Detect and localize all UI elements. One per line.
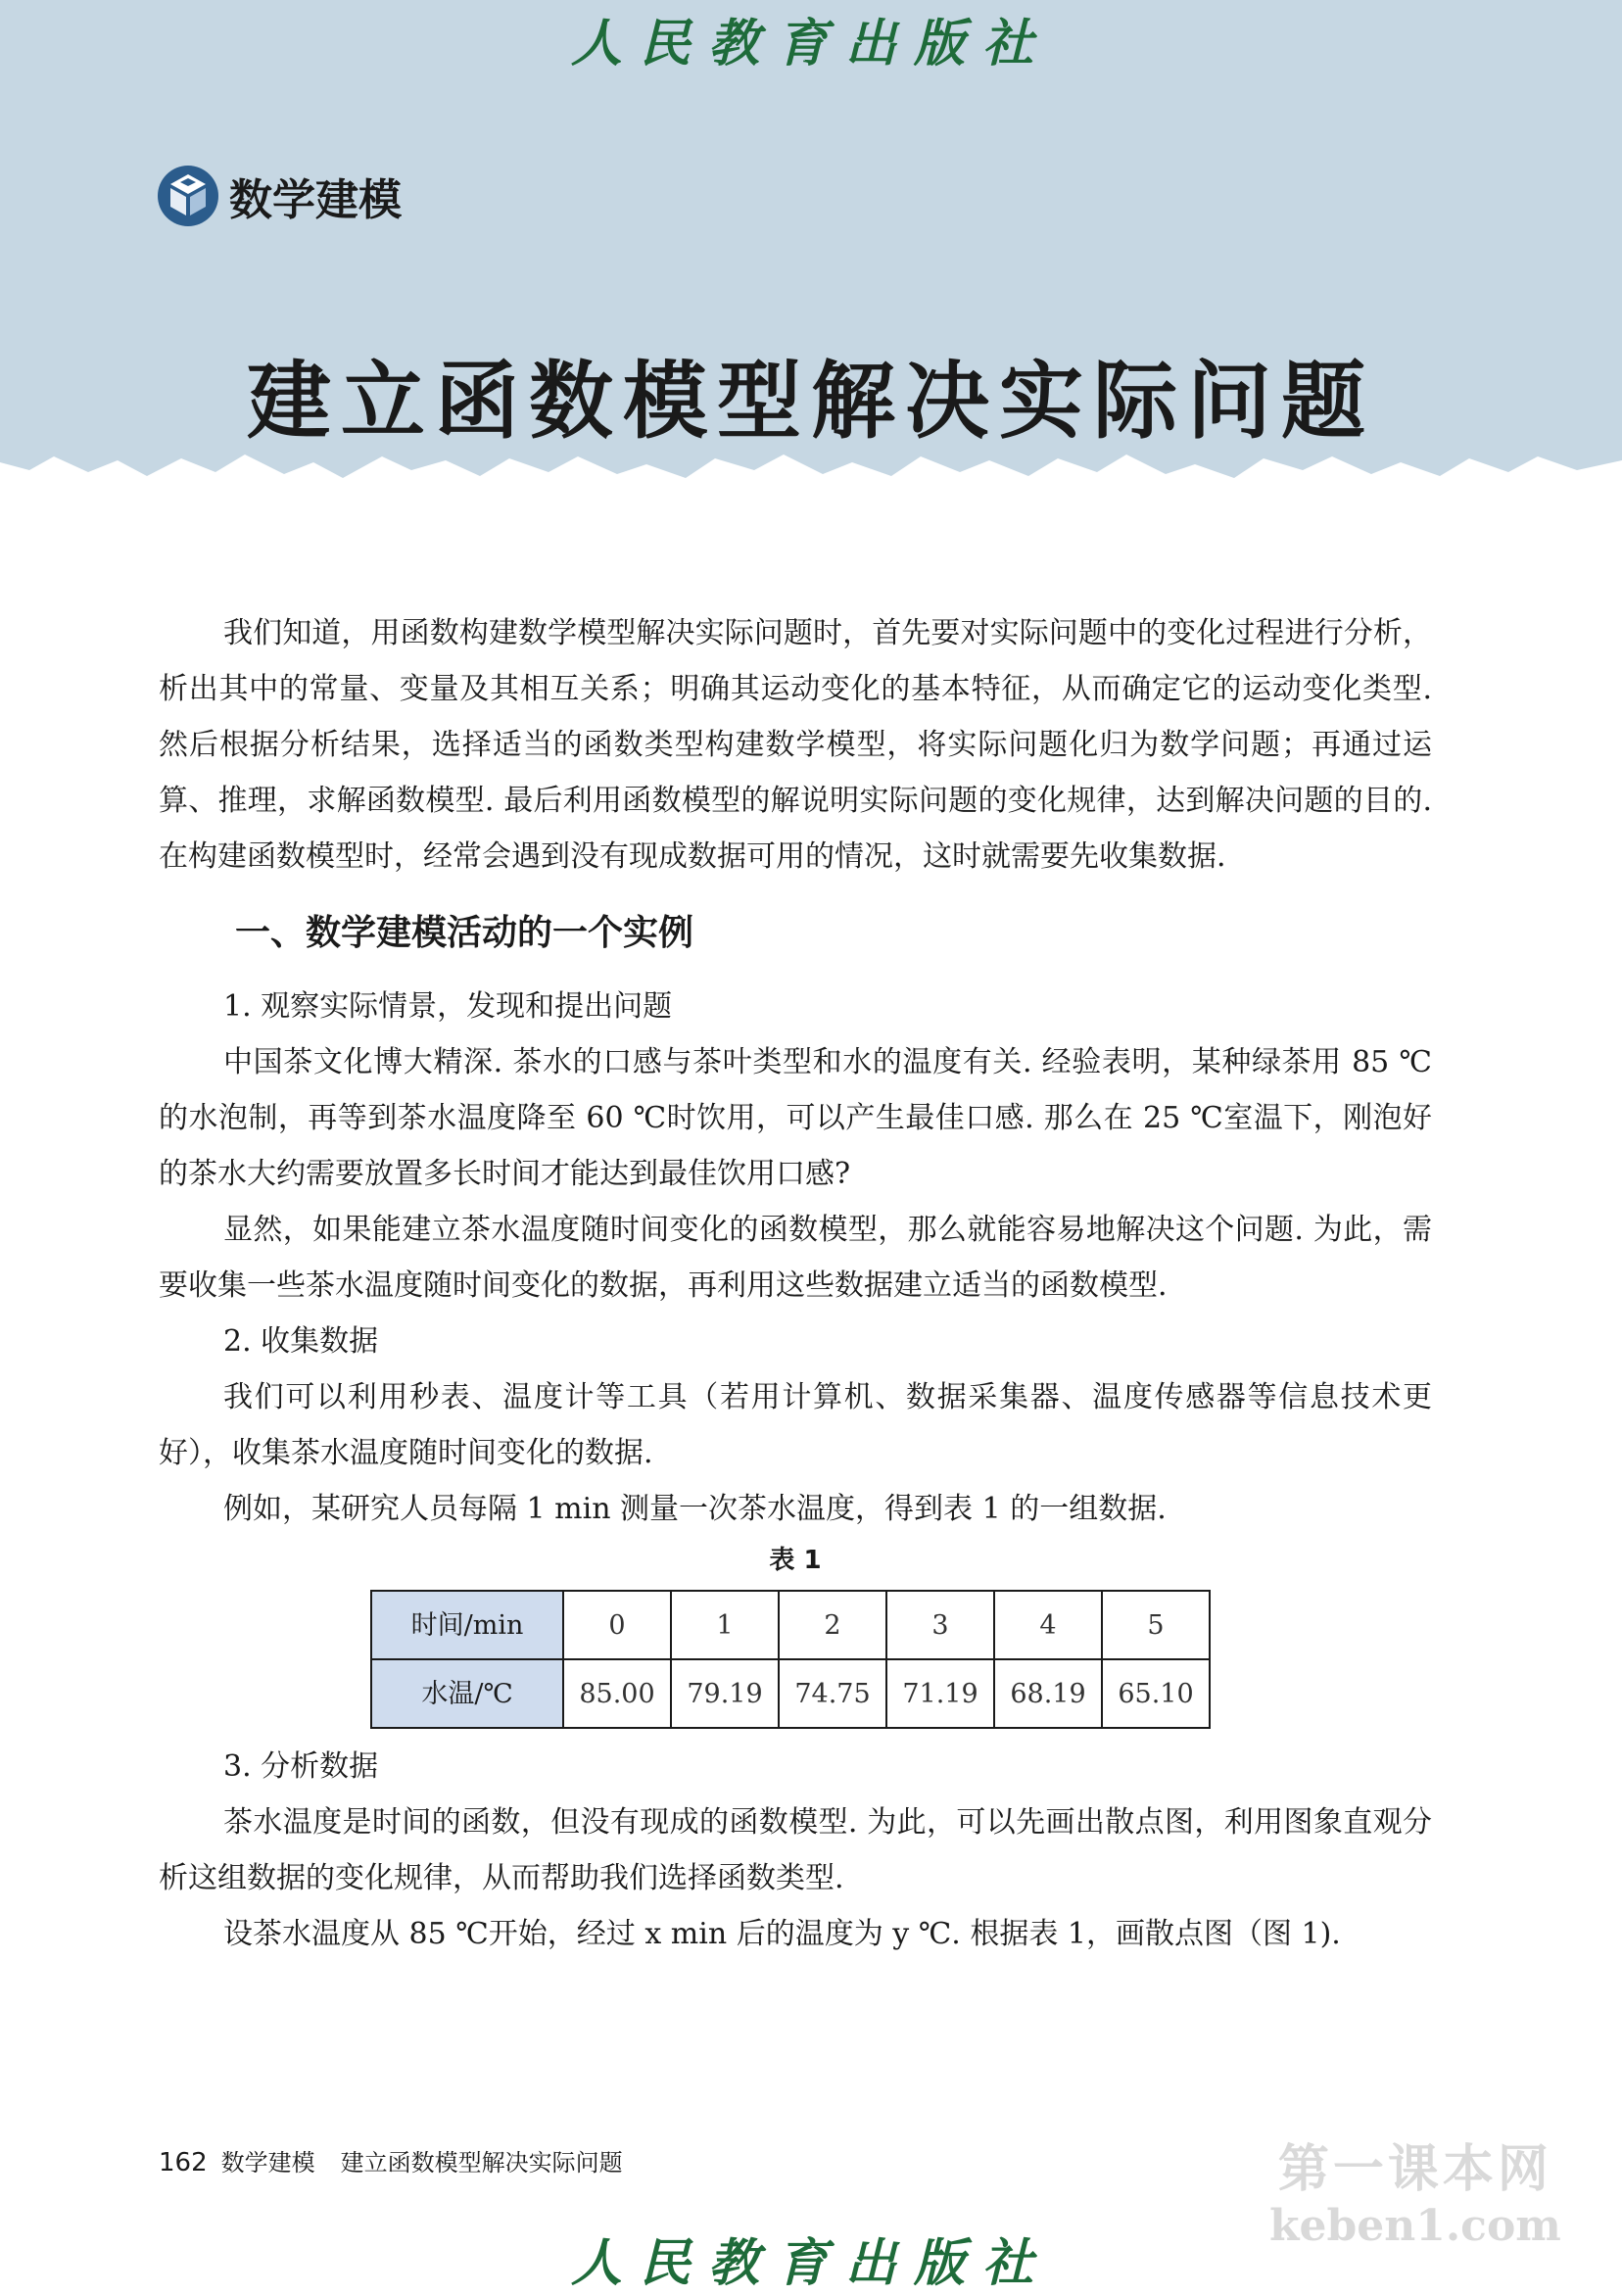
- table-row-header: 时间/min: [371, 1591, 563, 1659]
- paragraph-4: 例如，某研究人员每隔 1 min 测量一次茶水温度，得到表 1 的一组数据.: [223, 1492, 1167, 1526]
- step-1-heading: 1. 观察实际情景，发现和提出问题: [223, 989, 673, 1024]
- table-cell: 1: [671, 1591, 779, 1659]
- paragraph-3: 我们可以利用秒表、温度计等工具（若用计算机、数据采集器、温度传感器等信息技术更好），收集茶水温度随时间变化的数据.: [159, 1380, 1432, 1470]
- cube-logo-icon: [157, 165, 219, 227]
- section-label: 数学建模: [229, 175, 402, 225]
- table-row-header: 水温/℃: [371, 1659, 563, 1728]
- intro-paragraph: 我们知道，用函数构建数学模型解决实际问题时，首先要对实际问题中的变化过程进行分析，析出其中的常量、变量及其相互关系；明确其运动变化的基本特征，从而确定它的运动变化类型. 然后根据分析结果，选择适当的函数类型构建数学模型，将实际问题化归为数学问题；再通过运算、推理，求解函数模型. 最后利用函数模型的解说明实际问题的变化规律，达到解决问题的目的. 在构建函数模型时，经常会遇到没有现成数据可用的情况，这时就需要先收集数据.: [159, 616, 1432, 874]
- paragraph-6: 设茶水温度从 85 ℃开始，经过 x min 后的温度为 y ℃. 根据表 1，画散点图（图 1).: [223, 1917, 1341, 1951]
- paragraph-5: 茶水温度是时间的函数，但没有现成的函数模型. 为此，可以先画出散点图，利用图象直观分析这组数据的变化规律，从而帮助我们选择函数类型.: [159, 1805, 1432, 1895]
- table-row: [371, 1591, 1210, 1659]
- page-title: 建立函数模型解决实际问题: [247, 353, 1375, 451]
- watermark-url: keben1.com: [1269, 2201, 1561, 2251]
- table-row: [371, 1659, 1210, 1728]
- table-caption: 表 1: [769, 1546, 822, 1575]
- article-body: [159, 605, 1432, 1962]
- watermark-text: 第一课本网: [1277, 2140, 1552, 2199]
- table-cell: 65.10: [1102, 1659, 1210, 1728]
- table-cell: 3: [886, 1591, 994, 1659]
- data-table: [370, 1590, 1211, 1729]
- page-footer: [159, 2143, 623, 2177]
- table-cell: 5: [1102, 1591, 1210, 1659]
- table-cell: 74.75: [779, 1659, 886, 1728]
- table-cell: 85.00: [563, 1659, 671, 1728]
- step-3-heading: 3. 分析数据: [223, 1749, 379, 1784]
- table-cell: 68.19: [994, 1659, 1102, 1728]
- paragraph-2: 显然，如果能建立茶水温度随时间变化的函数模型，那么就能容易地解决这个问题. 为此，需要收集一些茶水温度随时间变化的数据，再利用这些数据建立适当的函数模型.: [159, 1213, 1432, 1303]
- page-number: 162: [159, 2148, 208, 2177]
- table-cell: 4: [994, 1591, 1102, 1659]
- footer-title: 建立函数模型解决实际问题: [340, 2149, 623, 2176]
- section-heading: 一、数学建模活动的一个实例: [235, 913, 694, 953]
- table-cell: 0: [563, 1591, 671, 1659]
- paragraph-1: 中国茶文化博大精深. 茶水的口感与茶叶类型和水的温度有关. 经验表明，某种绿茶用 85 ℃的水泡制，再等到茶水温度降至 60 ℃时饮用，可以产生最佳口感. 那么在 25 ℃室温下，刚泡好的茶水大约需要放置多长时间才能达到最佳饮用口感?: [159, 1045, 1432, 1191]
- table-cell: 79.19: [671, 1659, 779, 1728]
- publisher-logo-top: 人民教育出版社: [570, 14, 1051, 73]
- step-2-heading: 2. 收集数据: [223, 1324, 379, 1359]
- table-cell: 71.19: [886, 1659, 994, 1728]
- footer-section: 数学建模: [220, 2149, 315, 2176]
- section-header: [157, 165, 402, 227]
- table-cell: 2: [779, 1591, 886, 1659]
- publisher-logo-bottom: 人民教育出版社: [570, 2233, 1051, 2293]
